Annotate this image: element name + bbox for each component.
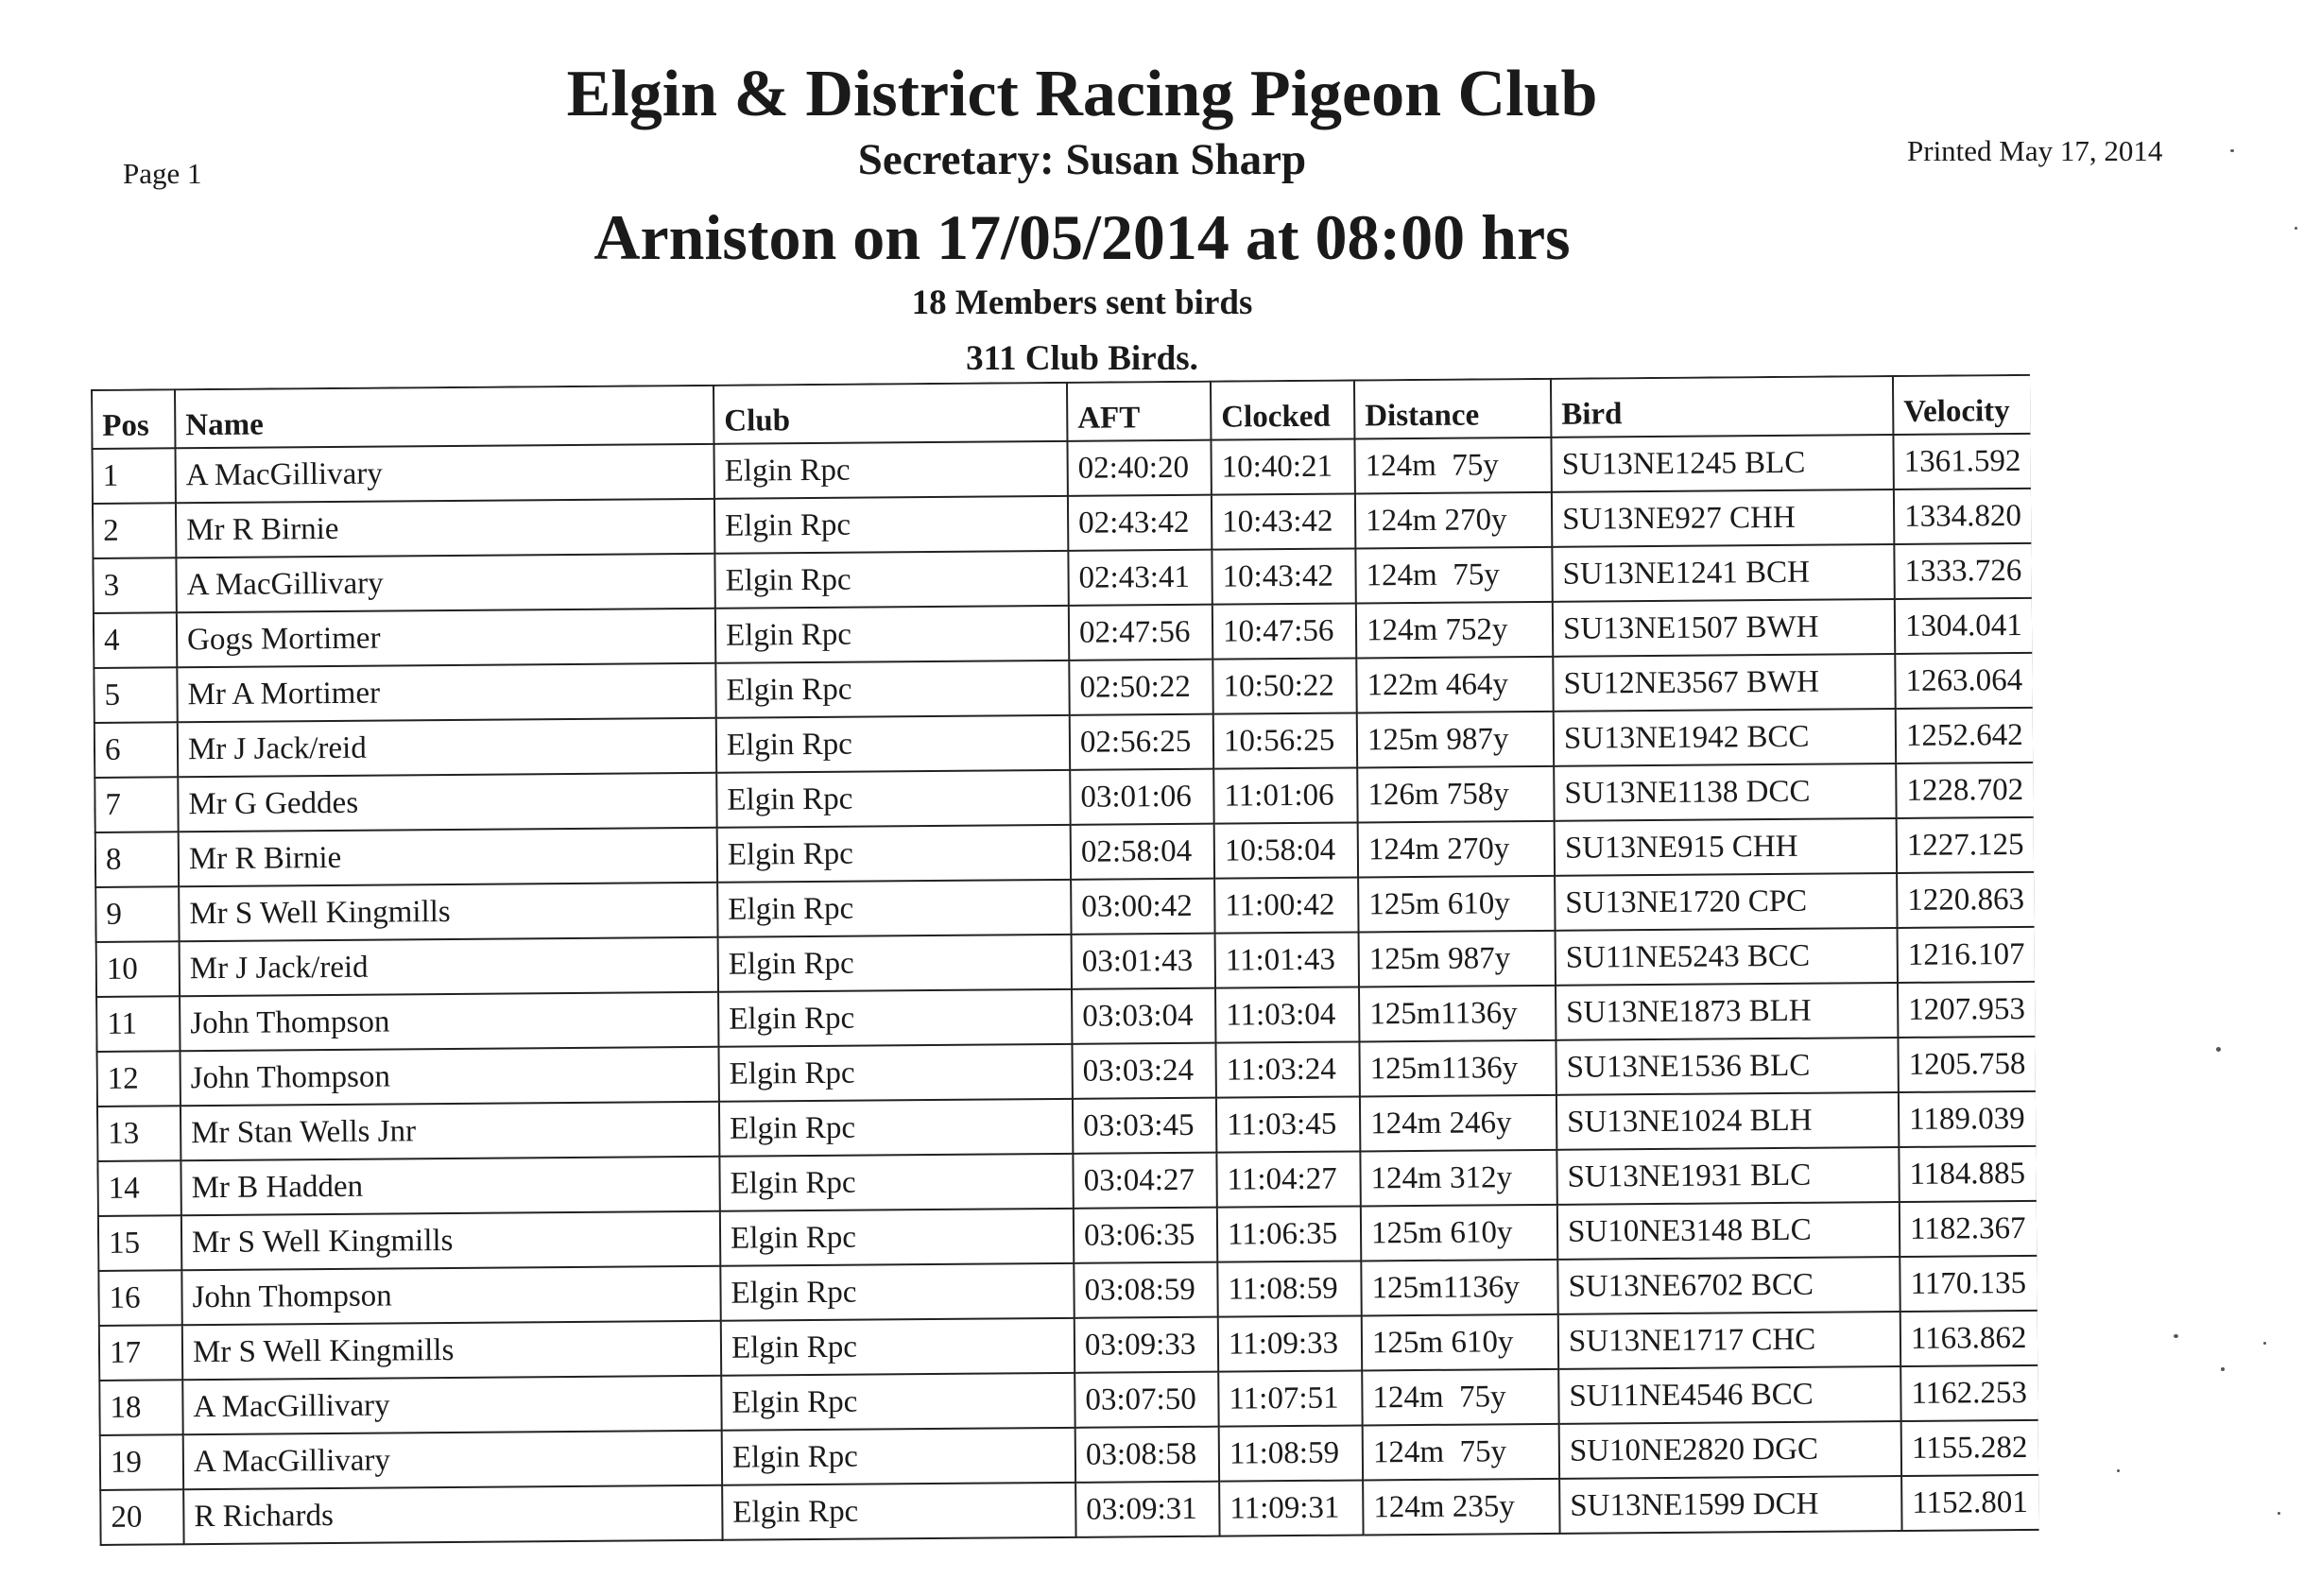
cell-aft: 03:01:43 [1072, 934, 1215, 989]
cell-distance: 125m 610y [1362, 1314, 1558, 1371]
cell-velocity: 1182.367 [1900, 1201, 2037, 1257]
cell-distance: 125m 610y [1358, 876, 1555, 933]
col-header-aft: AFT [1067, 382, 1211, 441]
cell-club: Elgin Rpc [721, 1373, 1075, 1431]
cell-name: John Thompson [181, 1266, 720, 1325]
col-header-bird: Bird [1551, 376, 1893, 438]
cell-bird: SU13NE1873 BLH [1556, 983, 1898, 1040]
cell-clocked: 11:07:51 [1218, 1370, 1362, 1426]
cell-club: Elgin Rpc [714, 551, 1068, 609]
cell-name: Mr J Jack/reid [180, 937, 718, 996]
cell-club: Elgin Rpc [715, 606, 1069, 663]
cell-club: Elgin Rpc [717, 880, 1071, 937]
cell-velocity: 1227.125 [1897, 817, 2035, 873]
scan-speck [2278, 1512, 2280, 1515]
cell-aft: 02:58:04 [1071, 824, 1214, 880]
cell-bird: SU13NE1931 BLC [1556, 1147, 1899, 1205]
cell-clocked: 11:01:06 [1213, 767, 1357, 823]
page-number: Page 1 [123, 157, 202, 190]
cell-pos: 5 [94, 667, 177, 723]
cell-pos: 3 [93, 558, 176, 613]
cell-aft: 03:01:06 [1070, 769, 1213, 825]
cell-aft: 02:43:41 [1068, 550, 1212, 606]
cell-pos: 17 [99, 1325, 182, 1381]
cell-name: A MacGillivary [175, 444, 714, 503]
cell-club: Elgin Rpc [722, 1428, 1075, 1485]
printed-date: Printed May 17, 2014 [1907, 134, 2163, 167]
cell-name: Mr S Well Kingmills [182, 1321, 721, 1380]
cell-velocity: 1155.282 [1901, 1420, 2039, 1476]
cell-velocity: 1205.758 [1898, 1037, 2036, 1092]
cell-name: John Thompson [181, 1047, 719, 1106]
cell-name: Mr S Well Kingmills [179, 883, 717, 941]
cell-bird: SU13NE1536 BLC [1556, 1038, 1898, 1095]
cell-distance: 125m1136y [1361, 1260, 1557, 1316]
col-header-name: Name [175, 386, 714, 448]
cell-velocity: 1216.107 [1898, 927, 2036, 983]
cell-distance: 125m 610y [1361, 1205, 1557, 1261]
cell-clocked: 11:00:42 [1214, 877, 1358, 933]
cell-pos: 18 [99, 1380, 182, 1435]
cell-pos: 12 [97, 1051, 181, 1107]
cell-distance: 124m 270y [1358, 821, 1555, 878]
cell-velocity: 1304.041 [1895, 598, 2033, 654]
cell-club: Elgin Rpc [718, 989, 1072, 1047]
cell-clocked: 11:08:59 [1219, 1425, 1363, 1481]
cell-distance: 124m 75y [1355, 547, 1552, 604]
cell-name: Gogs Mortimer [177, 609, 715, 667]
cell-club: Elgin Rpc [715, 661, 1069, 718]
cell-aft: 02:43:42 [1068, 495, 1212, 551]
cell-bird: SU12NE3567 BWH [1553, 654, 1895, 712]
cell-distance: 124m 235y [1363, 1479, 1559, 1536]
cell-aft: 03:09:31 [1075, 1482, 1219, 1537]
cell-club: Elgin Rpc [719, 1154, 1073, 1211]
scan-speck [2263, 1342, 2266, 1345]
cell-velocity: 1170.135 [1900, 1256, 2037, 1312]
cell-clocked: 11:09:31 [1219, 1480, 1363, 1536]
cell-aft: 03:03:24 [1072, 1043, 1215, 1099]
cell-distance: 124m 752y [1356, 602, 1553, 659]
cell-clocked: 11:06:35 [1217, 1206, 1361, 1261]
secretary-line: Secretary: Susan Sharp [857, 135, 1307, 184]
scan-speck [2295, 227, 2297, 230]
cell-bird: SU13NE1507 BWH [1553, 599, 1895, 657]
cell-name: John Thompson [180, 992, 718, 1051]
club-birds-count: 311 Club Birds. [966, 339, 1198, 378]
cell-clocked: 10:40:21 [1211, 438, 1354, 494]
cell-pos: 9 [95, 886, 179, 942]
cell-distance: 124m 246y [1360, 1095, 1556, 1152]
cell-club: Elgin Rpc [714, 441, 1067, 499]
cell-club: Elgin Rpc [718, 1044, 1072, 1102]
cell-clocked: 10:50:22 [1212, 658, 1356, 713]
cell-distance: 125m1136y [1359, 986, 1556, 1042]
cell-pos: 19 [100, 1434, 183, 1490]
cell-pos: 15 [98, 1215, 181, 1271]
cell-bird: SU13NE6702 BCC [1557, 1257, 1900, 1314]
col-header-club: Club [714, 383, 1067, 444]
cell-clocked: 11:03:24 [1215, 1041, 1359, 1097]
cell-clocked: 10:58:04 [1214, 822, 1358, 878]
cell-name: Mr B Hadden [181, 1157, 719, 1215]
cell-velocity: 1361.592 [1893, 434, 2031, 489]
cell-name: Mr J Jack/reid [178, 718, 716, 777]
cell-clocked: 10:56:25 [1213, 712, 1357, 768]
cell-clocked: 11:03:45 [1216, 1096, 1360, 1152]
cell-aft: 02:47:56 [1069, 605, 1212, 661]
cell-aft: 03:04:27 [1073, 1153, 1216, 1209]
col-header-distance: Distance [1354, 379, 1551, 439]
cell-name: Mr A Mortimer [177, 663, 715, 722]
cell-clocked: 11:03:04 [1215, 987, 1359, 1042]
cell-aft: 03:03:45 [1073, 1098, 1216, 1154]
cell-name: Mr R Birnie [176, 499, 714, 558]
cell-aft: 03:09:33 [1075, 1317, 1218, 1373]
cell-pos: 13 [97, 1106, 181, 1161]
cell-distance: 122m 464y [1356, 657, 1553, 713]
cell-bird: SU13NE1138 DCC [1554, 764, 1896, 821]
cell-bird: SU13NE1942 BCC [1554, 709, 1896, 766]
cell-bird: SU13NE1599 DCH [1559, 1476, 1901, 1534]
cell-clocked: 11:09:33 [1218, 1315, 1362, 1371]
col-header-clocked: Clocked [1211, 380, 1354, 439]
cell-name: R Richards [183, 1485, 722, 1544]
cell-pos: 10 [96, 941, 180, 997]
cell-name: Mr S Well Kingmills [181, 1211, 720, 1270]
cell-pos: 20 [100, 1489, 183, 1545]
cell-clocked: 11:08:59 [1217, 1261, 1361, 1316]
cell-name: Mr G Geddes [178, 773, 716, 832]
cell-velocity: 1333.726 [1894, 543, 2032, 599]
cell-velocity: 1228.702 [1896, 763, 2034, 818]
scan-speck [2117, 1469, 2120, 1472]
cell-velocity: 1162.253 [1900, 1365, 2038, 1421]
cell-distance: 124m 75y [1362, 1369, 1558, 1426]
cell-bird: SU13NE1245 BLC [1551, 435, 1893, 492]
cell-distance: 125m 987y [1357, 712, 1554, 768]
cell-aft: 03:03:04 [1072, 988, 1215, 1044]
cell-distance: 124m 312y [1360, 1150, 1556, 1207]
cell-velocity: 1207.953 [1898, 982, 2036, 1038]
cell-bird: SU13NE1720 CPC [1555, 873, 1897, 931]
cell-name: Mr Stan Wells Jnr [181, 1102, 719, 1160]
cell-name: Mr R Birnie [179, 828, 717, 886]
results-table-wrapper [91, 374, 2039, 1596]
cell-club: Elgin Rpc [720, 1209, 1074, 1266]
cell-pos: 2 [93, 503, 176, 558]
cell-distance: 125m1136y [1359, 1040, 1556, 1097]
cell-aft: 03:07:50 [1075, 1372, 1218, 1428]
results-body [92, 434, 2038, 1545]
cell-club: Elgin Rpc [718, 935, 1072, 992]
cell-distance: 126m 758y [1357, 766, 1554, 823]
cell-clocked: 10:43:42 [1212, 548, 1355, 604]
cell-pos: 16 [98, 1270, 181, 1326]
cell-aft: 02:56:25 [1070, 714, 1213, 770]
cell-distance: 125m 987y [1359, 931, 1556, 987]
cell-club: Elgin Rpc [716, 770, 1070, 828]
cell-velocity: 1163.862 [1900, 1311, 2038, 1366]
cell-pos: 7 [95, 777, 178, 832]
cell-bird: SU10NE2820 DGC [1559, 1421, 1901, 1479]
scan-speck [2216, 1047, 2221, 1052]
cell-bird: SU13NE1717 CHC [1558, 1312, 1900, 1369]
cell-clocked: 11:01:43 [1215, 932, 1359, 987]
cell-pos: 11 [96, 996, 180, 1052]
cell-bird: SU13NE927 CHH [1552, 489, 1894, 547]
scan-speck [2221, 1367, 2225, 1371]
scan-speck [2174, 1334, 2178, 1338]
cell-pos: 6 [95, 722, 178, 778]
cell-club: Elgin Rpc [721, 1318, 1075, 1376]
cell-velocity: 1252.642 [1896, 708, 2034, 764]
cell-aft: 03:06:35 [1074, 1208, 1217, 1263]
cell-bird: SU11NE5243 BCC [1556, 928, 1898, 986]
cell-velocity: 1220.863 [1897, 872, 2035, 928]
cell-distance: 124m 75y [1354, 438, 1551, 494]
cell-name: A MacGillivary [183, 1431, 722, 1489]
cell-club: Elgin Rpc [719, 1099, 1073, 1157]
cell-aft: 02:50:22 [1069, 660, 1212, 715]
cell-clocked: 11:04:27 [1216, 1151, 1360, 1207]
results-table [91, 374, 2039, 1546]
col-header-velocity: Velocity [1893, 375, 2031, 435]
cell-velocity: 1334.820 [1894, 489, 2032, 544]
cell-pos: 4 [94, 612, 177, 668]
race-heading: Arniston on 17/05/2014 at 08:00 hrs [593, 201, 1571, 273]
cell-clocked: 10:47:56 [1212, 603, 1356, 659]
cell-pos: 14 [97, 1160, 181, 1216]
cell-clocked: 10:43:42 [1212, 493, 1355, 549]
cell-bird: SU11NE4546 BCC [1558, 1366, 1900, 1424]
cell-club: Elgin Rpc [716, 715, 1070, 773]
cell-aft: 03:08:58 [1075, 1427, 1219, 1483]
cell-bird: SU13NE1241 BCH [1552, 544, 1894, 602]
cell-velocity: 1263.064 [1895, 653, 2033, 709]
scan-speck [2230, 149, 2234, 152]
cell-aft: 03:00:42 [1071, 879, 1214, 935]
cell-name: A MacGillivary [176, 554, 714, 612]
cell-distance: 124m 270y [1355, 492, 1552, 549]
cell-bird: SU13NE1024 BLH [1556, 1092, 1899, 1150]
cell-club: Elgin Rpc [717, 825, 1071, 883]
cell-distance: 124m 75y [1363, 1424, 1559, 1481]
cell-velocity: 1189.039 [1899, 1091, 2037, 1147]
cell-aft: 03:08:59 [1074, 1262, 1217, 1318]
cell-pos: 8 [95, 832, 179, 887]
club-title: Elgin & District Racing Pigeon Club [566, 58, 1598, 130]
cell-name: A MacGillivary [182, 1376, 721, 1434]
cell-club: Elgin Rpc [714, 496, 1068, 554]
cell-club: Elgin Rpc [722, 1483, 1075, 1540]
col-header-pos: Pos [92, 389, 175, 449]
cell-pos: 1 [92, 448, 175, 504]
cell-aft: 02:40:20 [1067, 440, 1211, 496]
members-count: 18 Members sent birds [911, 283, 1253, 322]
cell-bird: SU10NE3148 BLC [1557, 1202, 1900, 1260]
cell-velocity: 1184.885 [1899, 1146, 2037, 1202]
cell-bird: SU13NE915 CHH [1555, 818, 1897, 876]
cell-club: Elgin Rpc [720, 1263, 1074, 1321]
cell-velocity: 1152.801 [1901, 1475, 2039, 1531]
